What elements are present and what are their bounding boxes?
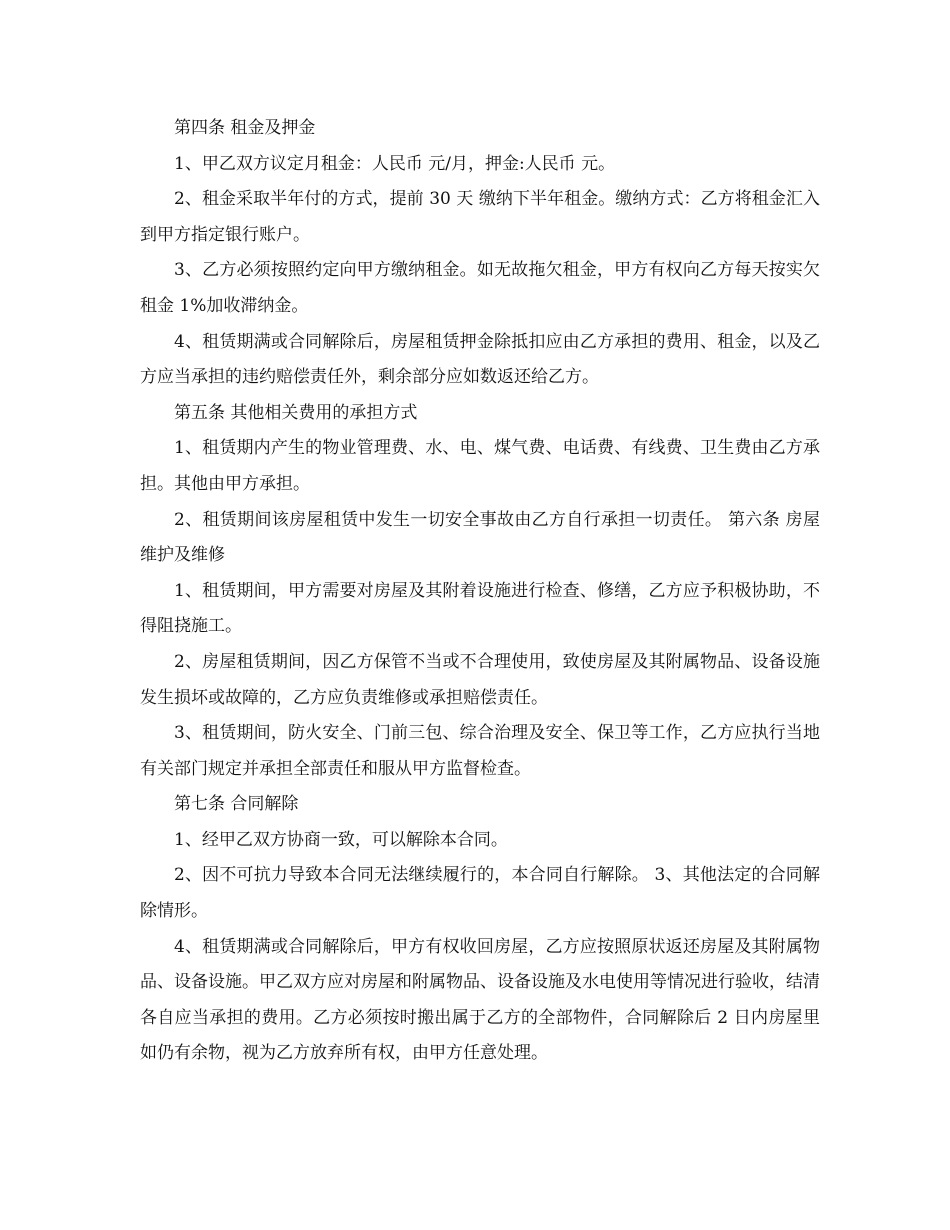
paragraph: 4、租赁期满或合同解除后，甲方有权收回房屋，乙方应按照原状返还房屋及其附属物品、设备设施。甲乙双方应对房屋和附属物品、设备设施及水电使用等情况进行验收，结清各自应当承担的费用。乙方必须按时搬出属于乙方的全部物件，合同解除后 2 日内房屋里如仍有余物，视为乙方放弃所有权，由甲方任意处理。 xyxy=(140,936,820,1064)
paragraph: 2、租金采取半年付的方式，提前 30 天 缴纳下半年租金。缴纳方式：乙方将租金汇入到甲方指定银行账户。 xyxy=(140,189,820,245)
paragraph: 1、租赁期内产生的物业管理费、水、电、煤气费、电话费、有线费、卫生费由乙方承担。其他由甲方承担。 xyxy=(140,438,820,494)
paragraph: 2、房屋租赁期间，因乙方保管不当或不合理使用，致使房屋及其附属物品、设备设施发生损坏或故障的，乙方应负责维修或承担赔偿责任。 xyxy=(140,651,820,708)
article-5-heading: 第五条 其他相关费用的承担方式 xyxy=(174,402,418,423)
article-7-heading: 第七条 合同解除 xyxy=(174,794,299,815)
document-body xyxy=(140,111,820,1072)
article-4-heading: 第四条 租金及押金 xyxy=(174,118,316,138)
paragraph: 4、租赁期满或合同解除后，房屋租赁押金除抵扣应由乙方承担的费用、租金，以及乙方应当承担的违约赔偿责任外，剩余部分应如数返还给乙方。 xyxy=(140,331,820,388)
paragraph: 2、租赁期间该房屋租赁中发生一切安全事故由乙方自行承担一切责任。 第六条 房屋维护及维修 xyxy=(140,509,820,566)
paragraph: 3、租赁期间，防火安全、门前三包、综合治理及安全、保卫等工作，乙方应执行当地有关部门规定并承担全部责任和服从甲方监督检查。 xyxy=(140,723,820,779)
paragraph: 1、经甲乙双方协商一致，可以解除本合同。 xyxy=(174,829,508,850)
paragraph: 1、甲乙双方议定月租金：人民币 元/月，押金:人民币 元。 xyxy=(174,153,616,174)
paragraph: 2、因不可抗力导致本合同无法继续履行的，本合同自行解除。 3、其他法定的合同解除情形。 xyxy=(140,865,820,922)
paragraph: 3、乙方必须按照约定向甲方缴纳租金。如无故拖欠租金，甲方有权向乙方每天按实欠租金 1%加收滞纳金。 xyxy=(140,260,820,316)
paragraph: 1、租赁期间，甲方需要对房屋及其附着设施进行检查、修缮，乙方应予积极协助，不得阻挠施工。 xyxy=(140,580,820,637)
